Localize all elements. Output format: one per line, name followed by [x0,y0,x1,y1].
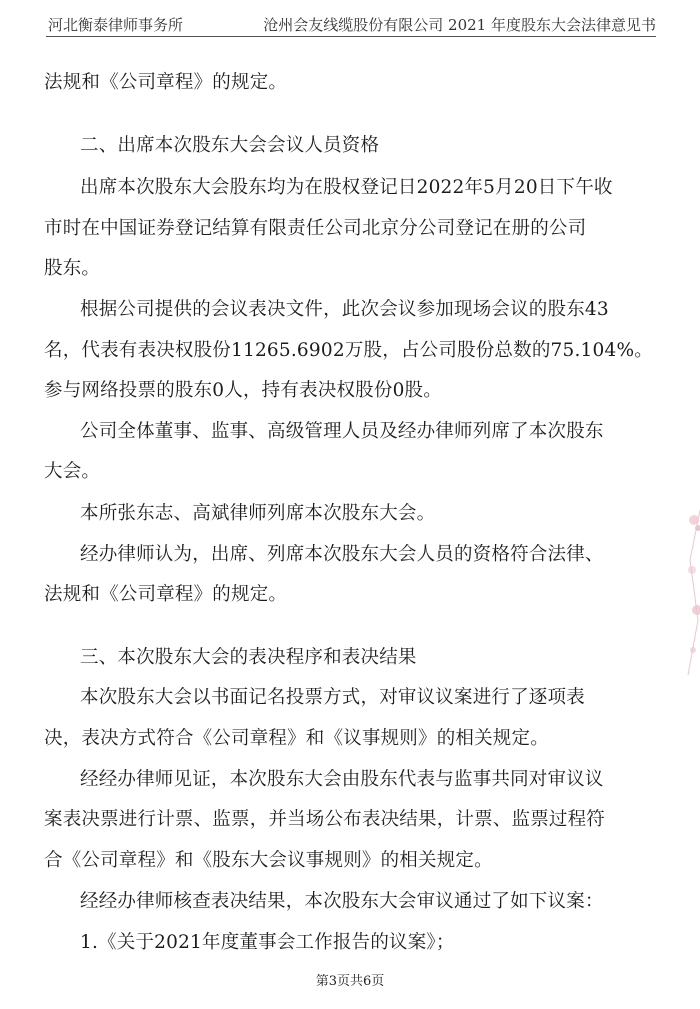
text-line: 经办律师认为，出席、列席本次股东大会人员的资格符合法律、 [80,544,604,565]
text-line: 大会。 [44,461,101,482]
page-header [46,12,656,37]
text-line: 根据公司提供的会议表决文件，此次会议参加现场会议的股东43 [80,299,609,320]
section-heading: 三、本次股东大会的表决程序和表决结果 [80,647,417,668]
page-number: 第3页共6页 [315,974,385,989]
text-line: 参与网络投票的股东0人，持有表决权股份0股。 [44,380,442,401]
text-line: 合《公司章程》和《股东大会议事规则》的相关规定。 [44,850,493,871]
text-line: 公司全体董事、监事、高级管理人员及经办律师列席了本次股东 [80,421,604,442]
text-line: 名，代表有表决权股份11265.6902万股，占公司股份总数的75.104%。 [44,340,653,361]
text-line: 本次股东大会以书面记名投票方式，对审议议案进行了逐项表 [80,687,585,708]
list-item: 1.《关于2021年度董事会工作报告的议案》； [80,932,455,953]
section-heading: 二、出席本次股东大会会议人员资格 [80,135,380,156]
text-line: 法规和《公司章程》的规定。 [44,584,288,605]
header-document-title: 沧州会友线缆股份有限公司 2021 年度股东大会法律意见书 [263,16,656,34]
text-line: 本所张东志、高斌律师列席本次股东大会。 [80,503,436,524]
text-line: 法规和《公司章程》的规定。 [44,72,288,93]
header-firm-name: 河北衡泰律师事务所 [48,16,184,34]
text-line: 市时在中国证券登记结算有限责任公司北京分公司登记在册的公司 [44,218,587,239]
text-line: 出席本次股东大会股东均为在股权登记日2022年5月20日下午收 [80,177,613,198]
text-line: 经经办律师见证，本次股东大会由股东代表与监事共同对审议议 [80,769,604,790]
text-line: 案表决票进行计票、监票，并当场公布表决结果，计票、监票过程符 [44,809,606,830]
text-line: 决，表决方式符合《公司章程》和《议事规则》的相关规定。 [44,728,549,749]
text-line: 股东。 [44,258,101,279]
text-line: 经经办律师核查表决结果，本次股东大会审议通过了如下议案： [80,891,604,912]
decorative-blossom-icon [678,500,700,680]
